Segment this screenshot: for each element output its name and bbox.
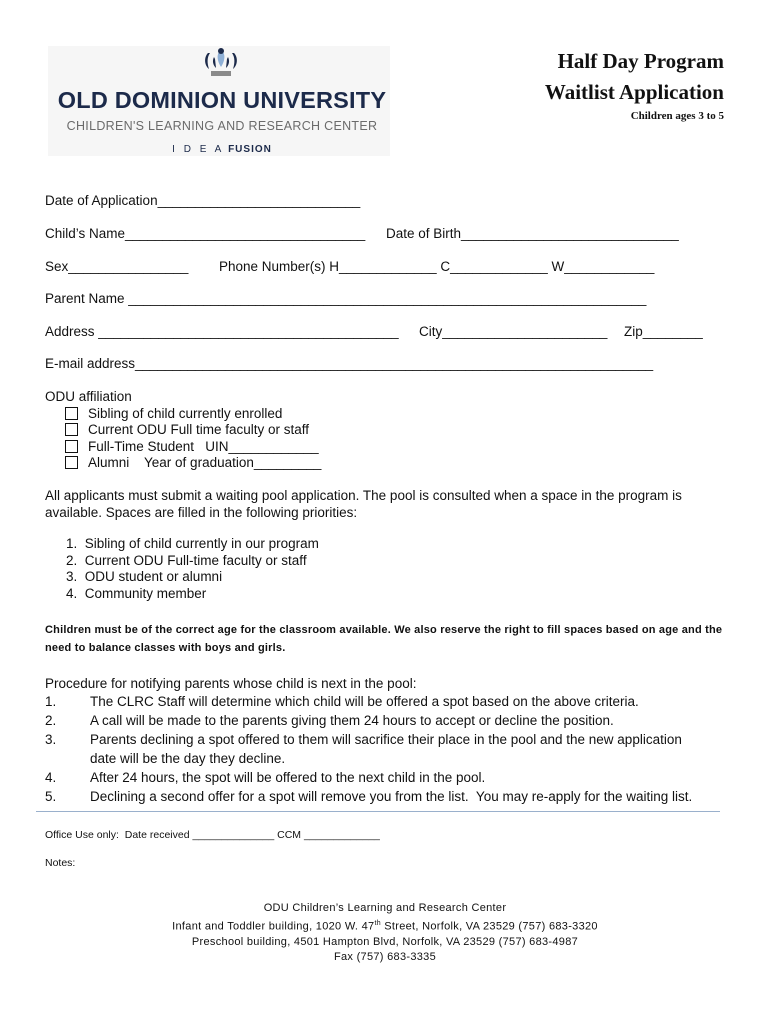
footer-line: Fax (757) 683-3335 <box>333 950 436 963</box>
page-title-line2: Waitlist Application <box>544 80 724 104</box>
affiliation-heading: ODU affiliation <box>45 389 132 404</box>
divider <box>36 811 720 812</box>
footer-line: ODU Children’s Learning and Research Center <box>263 902 507 914</box>
affiliation-option-label: Current ODU Full time faculty or staff <box>88 422 310 437</box>
list-item: 2. Current ODU Full-time faculty or staff <box>66 552 307 568</box>
priorities-intro: All applicants must submit a waiting pool application. The pool is consulted when a space in the program is available. Spaces are filled in the following priorities: <box>45 488 682 520</box>
idea-fusion-tagline <box>52 144 392 155</box>
footer-line: Preschool building, 4501 Hampton Blvd, Norfolk, VA 23529 (757) 683-4987 <box>191 935 579 948</box>
footer-address <box>0 901 770 965</box>
address-field[interactable]: Address ________________________________________ <box>45 324 399 339</box>
center-name: CHILDREN'S LEARNING AND RESEARCH CENTER <box>66 119 378 133</box>
checkbox[interactable] <box>65 407 78 420</box>
page-title-line1: Half Day Program <box>557 49 724 73</box>
list-item: 3. ODU student or alumni <box>66 569 223 584</box>
footer-line: Infant and Toddler building, 1020 W. 47th Street, Norfolk, VA 23529 (757) 683-3320 <box>172 920 598 933</box>
parent-name-field[interactable]: Parent Name _____________________________________________________________________ <box>45 291 647 306</box>
affiliation-option[interactable] <box>65 455 321 470</box>
affiliation-option[interactable] <box>65 406 282 421</box>
crown-icon <box>200 47 242 81</box>
zip-field[interactable]: Zip________ <box>624 324 703 339</box>
date-of-application-field[interactable]: Date of Application___________________________ <box>45 193 361 208</box>
age-requirement-note: Children must be of the correct age for the classroom available. We also reserve the right to fill spaces based on age and the need to balance classes with boys and girls. <box>45 624 723 654</box>
city-field[interactable]: City______________________ <box>419 324 608 339</box>
email-field[interactable]: E-mail address_____________________________________________________________________ <box>45 356 654 371</box>
checkbox[interactable] <box>65 456 78 469</box>
phone-field[interactable]: Phone Number(s) H_____________ C_____________ W____________ <box>219 259 655 274</box>
office-use-line[interactable]: Office Use only: Date received ______________ CCM _____________ <box>45 829 380 841</box>
affiliation-option[interactable] <box>65 422 309 437</box>
checkbox[interactable] <box>65 423 78 436</box>
list-item: 4. Community member <box>66 585 207 601</box>
sex-field[interactable]: Sex________________ <box>45 259 189 274</box>
list-item: 1. Sibling of child currently in our program <box>66 536 319 551</box>
tagline-idea: I D E A <box>172 144 225 155</box>
affiliation-option-label: Full-Time Student UIN____________ <box>88 439 319 454</box>
tagline-fusion: FUSION <box>228 144 272 155</box>
procedure-heading: Procedure for notifying parents whose child is next in the pool: <box>45 676 417 691</box>
priorities-list <box>66 536 319 602</box>
affiliation-option-label: Alumni Year of graduation_________ <box>88 455 322 470</box>
affiliation-option[interactable] <box>65 439 319 454</box>
university-name: OLD DOMINION UNIVERSITY <box>57 87 387 113</box>
date-of-birth-field[interactable]: Date of Birth_____________________________ <box>386 226 679 241</box>
checkbox[interactable] <box>65 440 78 453</box>
affiliation-option-label: Sibling of child currently enrolled <box>88 406 283 421</box>
age-range-subtitle: Children ages 3 to 5 <box>630 110 724 122</box>
notes-label: Notes: <box>45 857 76 869</box>
child-name-field[interactable]: Child’s Name________________________________ <box>45 226 366 241</box>
